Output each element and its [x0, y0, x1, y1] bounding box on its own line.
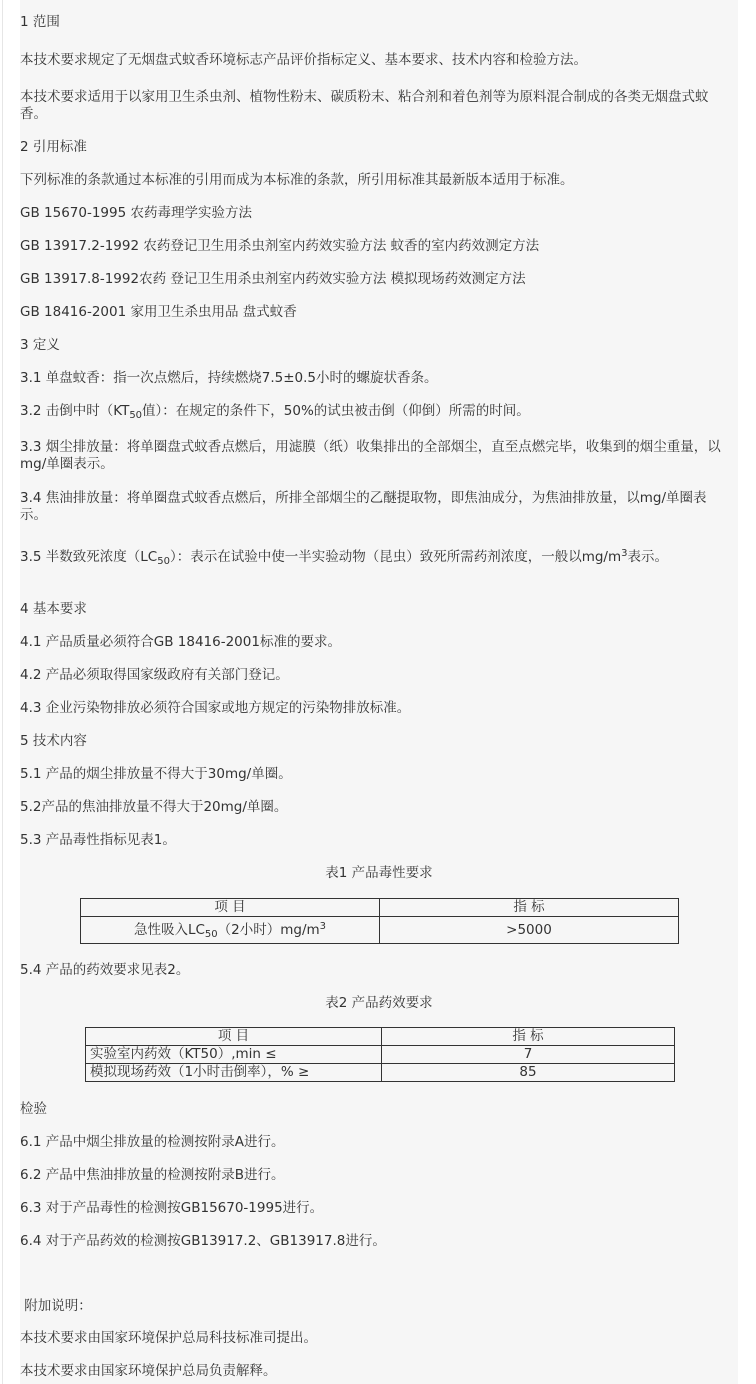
table-2-row-1-value: 7: [382, 1046, 675, 1064]
note-1: 本技术要求由国家环境保护总局科技标准司提出。: [20, 1330, 317, 1346]
inspection-6-4: 6.4 对于产品药效的检测按GB13917.2、GB13917.8进行。: [20, 1233, 386, 1249]
table-row: [86, 1064, 675, 1082]
requirement-4-1: 4.1 产品质量必须符合GB 18416-2001标准的要求。: [20, 634, 341, 650]
requirement-4-3: 4.3 企业污染物排放必须符合国家或地方规定的污染物排放标准。: [20, 700, 411, 716]
table-row: [86, 1046, 675, 1064]
section-1-paragraph-1: 本技术要求规定了无烟盘式蚊香环境标志产品评价指标定义、基本要求、技术内容和检验方法。: [20, 52, 587, 68]
inspection-6-3: 6.3 对于产品毒性的检测按GB15670-1995进行。: [20, 1200, 324, 1216]
table-2-header-item: 项 目: [86, 1028, 382, 1046]
requirement-4-2: 4.2 产品必须取得国家级政府有关部门登记。: [20, 667, 289, 683]
section-1-title: 1 范围: [20, 14, 60, 30]
table-1-row-item: 急性吸入$LC_{50}(2$小时）$mg/m^3$: [81, 917, 380, 944]
table-2-row-1-item: 实验室内药效（KT50）,min ≤: [86, 1046, 382, 1064]
table-2-row-2-item: 模拟现场药效（1小时击倒率），% ≥: [86, 1064, 382, 1082]
content-5-2: 5.2产品的焦油排放量不得大于20mg/单圈。: [20, 799, 288, 815]
section-1-paragraph-2: 本技术要求适用于以家用卫生杀虫剂、植物性粉末、碳质粉末、粘合剂和着色剂等为原料混合制成的各类无烟盘式蚊香。: [20, 89, 709, 122]
table-1-row-value: >5000: [380, 917, 679, 944]
section-2-title: 2 引用标准: [20, 139, 87, 155]
inspection-6-1: 6.1 产品中烟尘排放量的检测按附录A进行。: [20, 1134, 285, 1150]
section-6-title: 检验: [20, 1101, 47, 1117]
definition-3-1: 3.1 单盘蚊香：指一次点燃后，持续燃烧7.5±0.5小时的螺旋状香条。: [20, 370, 438, 386]
table-1: [80, 898, 679, 944]
definition-3-5: 3.5 半数致死浓度$(LC_{50})$：表示在试验中使一半实验动物（昆虫）致死所需药剂浓度，一般以$mg/m^3$表示。: [20, 548, 668, 567]
section-5-title: 5 技术内容: [20, 733, 87, 749]
note-2: 本技术要求由国家环境保护总局负责解释。: [20, 1363, 277, 1379]
reference-3: GB 13917.8-1992农药 登记卫生用杀虫剂室内药效实验方法 模拟现场药效测定方法: [20, 271, 526, 287]
left-border-line: [2, 0, 3, 1384]
section-3-title: 3 定义: [20, 337, 60, 353]
inspection-6-2: 6.2 产品中焦油排放量的检测按附录B进行。: [20, 1167, 285, 1183]
content-5-3: 5.3 产品毒性指标见表1。: [20, 832, 176, 848]
definition-3-2: 3.2 击倒中时（$KT_{50}$值）：在规定的条件下，50%的试虫被击倒（仰倒）所需的时间。: [20, 403, 530, 421]
definition-3-4: 3.4 焦油排放量：将单圈盘式蚊香点燃后，所排全部烟尘的乙醚提取物，即焦油成分，为焦油排放量，以mg/单圈表示。: [20, 490, 707, 523]
content-5-1: 5.1 产品的烟尘排放量不得大于30mg/单圈。: [20, 766, 292, 782]
reference-4: GB 18416-2001 家用卫生杀虫用品 盘式蚊香: [20, 304, 297, 320]
table-1-header-value: 指 标: [380, 899, 679, 917]
table-1-caption: 表1 产品毒性要求: [325, 865, 433, 881]
note-title: 附加说明：: [20, 1298, 92, 1314]
table-2-caption: 表2 产品药效要求: [325, 995, 433, 1011]
table-2-header-value: 指 标: [382, 1028, 675, 1046]
table-2: [85, 1027, 675, 1082]
section-4-title: 4 基本要求: [20, 601, 87, 617]
table-2-row-2-value: 85: [382, 1064, 675, 1082]
reference-2: GB 13917.2-1992 农药登记卫生用杀虫剂室内药效实验方法 蚊香的室内药效测定方法: [20, 238, 540, 254]
table-1-header-item: 项 目: [81, 899, 380, 917]
section-2-paragraph: 下列标准的条款通过本标准的引用而成为本标准的条款，所引用标准其最新版本适用于标准。: [20, 172, 574, 188]
definition-3-3: 3.3 烟尘排放量：将单圈盘式蚊香点燃后，用滤膜（纸）收集排出的全部烟尘，直至点燃完毕，收集到的烟尘重量，以mg/单圈表示。: [20, 439, 721, 472]
reference-1: GB 15670-1995 农药毒理学实验方法: [20, 205, 252, 221]
content-5-4: 5.4 产品的药效要求见表2。: [20, 962, 190, 978]
